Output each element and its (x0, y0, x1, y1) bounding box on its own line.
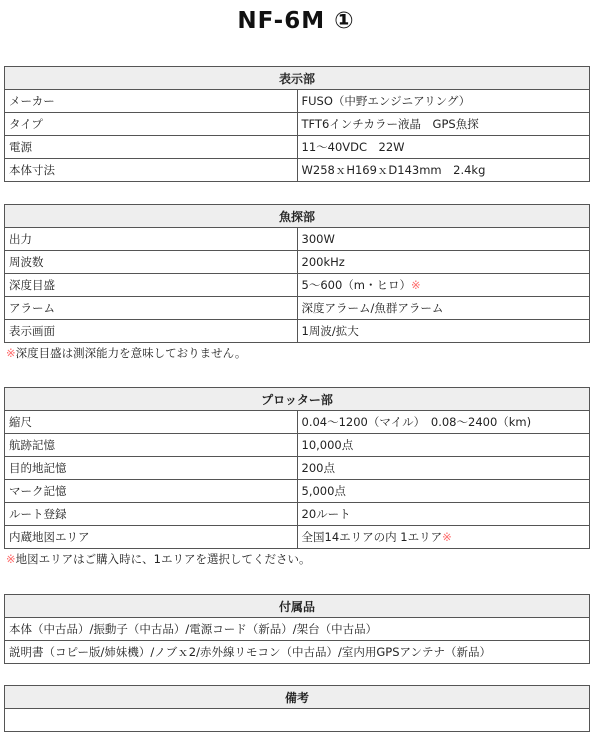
row-label: 電源 (5, 136, 298, 159)
table-row (5, 434, 590, 457)
table-row (5, 709, 590, 732)
row-label: 本体寸法 (5, 159, 298, 182)
row-label: 航跡記憶 (5, 434, 298, 457)
row-value (297, 274, 590, 297)
table-row (5, 159, 590, 182)
table-row (5, 274, 590, 297)
row-value: 5,000点 (297, 480, 590, 503)
row-value: 10,000点 (297, 434, 590, 457)
row-value: W258ｘH169ｘD143mm 2.4kg (297, 159, 590, 182)
section-header: プロッター部 (5, 388, 590, 411)
sounder-note (6, 345, 246, 361)
table-row (5, 136, 590, 159)
row-label: 表示画面 (5, 320, 298, 343)
accessories-section-table (4, 594, 590, 664)
table-row (5, 457, 590, 480)
row-value: 11～40VDC 22W (297, 136, 590, 159)
row-value: 1周波/拡大 (297, 320, 590, 343)
note-text: 地図エリアはご購入時に、1エリアを選択してください。 (15, 552, 311, 566)
row-label: タイプ (5, 113, 298, 136)
section-header: 魚探部 (5, 205, 590, 228)
table-row (5, 297, 590, 320)
section-header: 表示部 (5, 67, 590, 90)
table-row (5, 411, 590, 434)
note-mark: ※ (6, 346, 16, 360)
note-mark: ※ (410, 278, 421, 292)
value-text: 全国14エリアの内 1エリア (301, 530, 443, 544)
table-row (5, 228, 590, 251)
display-section-table (4, 66, 590, 182)
plotter-section-table (4, 387, 590, 549)
row-value: 300W (297, 228, 590, 251)
row-value: 深度アラーム/魚群アラーム (297, 297, 590, 320)
accessories-line: 説明書（コピー版/姉妹機）/ノブｘ2/赤外線リモコン（中古品）/室内用GPSアンテナ（新品） (5, 641, 590, 664)
table-row (5, 251, 590, 274)
plotter-note (6, 551, 310, 567)
sounder-section-table (4, 204, 590, 343)
row-label: アラーム (5, 297, 298, 320)
accessories-line: 本体（中古品）/振動子（中古品）/電源コード（新品）/架台（中古品） (5, 618, 590, 641)
remarks-section-table (4, 685, 590, 732)
row-value: 200点 (297, 457, 590, 480)
row-label: 縮尺 (5, 411, 298, 434)
table-row (5, 503, 590, 526)
table-row (5, 641, 590, 664)
section-header: 付属品 (5, 595, 590, 618)
note-mark: ※ (442, 530, 452, 544)
row-label: 出力 (5, 228, 298, 251)
table-row (5, 113, 590, 136)
row-label: 周波数 (5, 251, 298, 274)
row-value: 0.04～1200（マイル） 0.08～2400（km) (297, 411, 590, 434)
row-label: メーカー (5, 90, 298, 113)
table-row (5, 320, 590, 343)
table-row (5, 526, 590, 549)
row-label: 目的地記憶 (5, 457, 298, 480)
row-value: TFT6インチカラー液晶 GPS魚探 (297, 113, 590, 136)
page-title: NF-6M ① (237, 8, 355, 34)
row-value (297, 526, 590, 549)
table-row (5, 618, 590, 641)
section-header: 備考 (5, 686, 590, 709)
row-label: ルート登録 (5, 503, 298, 526)
table-row (5, 90, 590, 113)
row-value: 200kHz (297, 251, 590, 274)
table-row (5, 480, 590, 503)
note-mark: ※ (6, 552, 16, 566)
row-value: FUSO（中野エンジニアリング） (297, 90, 590, 113)
row-label: マーク記憶 (5, 480, 298, 503)
row-label: 深度目盛 (5, 274, 298, 297)
row-value: 20ルート (297, 503, 590, 526)
remarks-text (5, 709, 590, 732)
note-text: 深度目盛は測深能力を意味しておりません。 (15, 346, 247, 360)
row-label: 内蔵地図エリア (5, 526, 298, 549)
value-text: 5～600（m・ヒロ） (301, 278, 411, 292)
